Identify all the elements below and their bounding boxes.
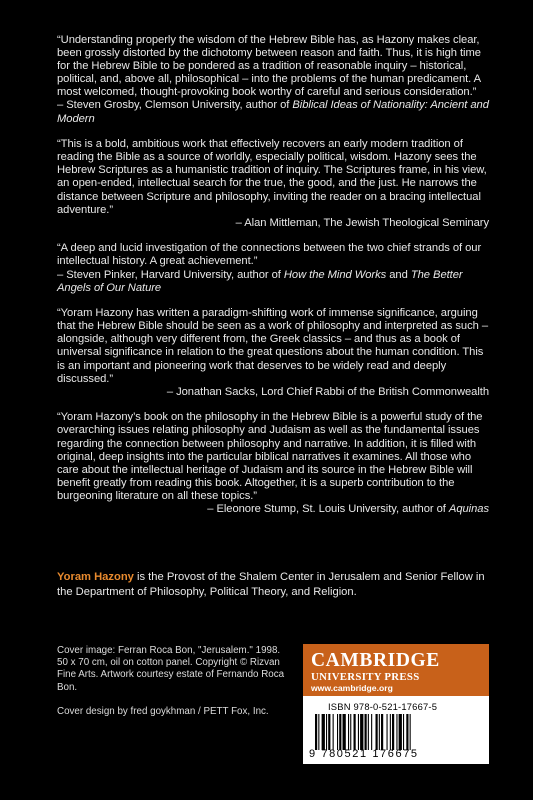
barcode-bar <box>392 714 394 750</box>
cover-credits <box>57 645 289 730</box>
barcode-bar <box>339 714 341 750</box>
publisher-logo-banner <box>303 644 489 696</box>
quote-text: “Yoram Hazony’s book on the philosophy in the Hebrew Bible is a powerful study of the overarching issues relating philosophy and Judaism as well as the fundamental issues regarding the connection between philosophy and narrative. In addition, it is filled with original, deep insights into the particular biblical narratives it examines. All those who care about the intellectual heritage of Judaism and its source in the Hebrew Bible will benefit greatly from reading this book. Altogether, it is a superb contribution to the burgeoning literature on all these topics.” <box>57 411 483 502</box>
attribution-name: – Steven Grosby, Clemson University, author of <box>57 99 293 112</box>
review-quote-pinker <box>57 242 489 294</box>
quote-attribution <box>57 503 489 516</box>
barcode-bar <box>371 714 372 750</box>
cover-image-credit: Cover image: Ferran Roca Bon, "Jerusalem." 1998. 50 x 70 cm, oil on cotton panel. Copyright © Rizvan Fine Arts. Artwork courtesy estate of Fernando Roca Bon. <box>57 645 285 693</box>
barcode-bar <box>365 714 367 750</box>
cover-design-credit: Cover design by fred goykhman / PETT Fox, Inc. <box>57 705 269 717</box>
review-quote-mittleman <box>57 138 489 230</box>
barcode-bar <box>399 714 402 750</box>
barcode-bar <box>381 714 383 750</box>
barcode-bar <box>406 714 408 750</box>
review-quote-stump <box>57 411 489 516</box>
quote-text: “Yoram Hazony has written a paradigm-shifting work of immense significance, arguing that the Hebrew Bible should be seen as a work of philosophy and interpreted as such – alongside, although very different from, the Greek classics – and thus as a book of universal significance in relation to the great questions about the human condition. This is an important and pioneering work that deserves to be widely read and deeply discussed.” <box>57 307 489 385</box>
barcode-bar <box>354 714 356 750</box>
publisher-name: CAMBRIDGE <box>311 650 440 671</box>
barcode-bar <box>358 714 359 750</box>
quote-attribution <box>57 217 489 230</box>
barcode-bar <box>379 714 380 750</box>
barcode-bar <box>403 714 404 750</box>
barcode-bar <box>390 714 391 750</box>
barcode-bar <box>387 714 388 750</box>
attribution-name: – Alan Mittleman, The Jewish Theological Seminary <box>235 216 489 229</box>
attribution-name: – Steven Pinker, Harvard University, author of <box>57 268 284 281</box>
quote-text: “This is a bold, ambitious work that effectively recovers an early modern tradition of reading the Bible as a source of worldly, especially political, wisdom. Hazony sees the Hebrew Scriptures as a humanistic tradition of inquiry. The Scriptures frame, in his view, an open-ended, intellectual search for the true, the good, and the just. He narrows the distance between Scripture and philosophy, inviting the reader on a bracing intellectual adventure.” <box>57 138 487 216</box>
barcode-digits: 9 780521 176675 <box>309 748 419 760</box>
attribution-book-title: Aquinas <box>448 503 489 515</box>
attribution-book-title-2: The Better Angels of Our Nature <box>57 268 463 294</box>
barcode-bar <box>337 714 338 750</box>
barcode-icon <box>313 714 483 750</box>
attribution-conjunction: and <box>386 268 411 281</box>
publisher-barcode-box <box>303 644 489 764</box>
quote-attribution <box>57 386 489 399</box>
author-name: Yoram Hazony <box>57 571 134 583</box>
attribution-book-title: Biblical Ideas of Nationality: Ancient and Modern <box>57 99 489 125</box>
barcode-bar <box>322 714 325 750</box>
barcode-bar <box>326 714 327 750</box>
barcode-bar <box>348 714 349 750</box>
quote-text: “A deep and lucid investigation of the connections between the two chief strands of our intellectual history. A great achievement.” <box>57 242 482 268</box>
barcode-bar <box>376 714 378 750</box>
author-bio <box>57 570 489 599</box>
barcode-bar <box>368 714 369 750</box>
barcode-bar <box>410 714 411 750</box>
publisher-subtitle: UNIVERSITY PRESS <box>311 671 420 683</box>
review-quotes <box>57 34 489 529</box>
attribution-name: – Eleonore Stump, St. Louis University, author of <box>207 503 449 515</box>
barcode-bar <box>315 714 317 750</box>
attribution-book-title: How the Mind Works <box>283 268 387 281</box>
barcode-bar <box>328 714 330 750</box>
quote-text: “Understanding properly the wisdom of the Hebrew Bible has, as Hazony makes clear, been grossly distorted by the dichotomy between reason and faith. Thus, it is high time for the Hebrew Bible to be pondered as a tradition of reasonable inquiry – historical, political, and, above all, philosophical – into the problems of the human predicament. A most welcomed, thought-provoking book worthy of careful and serious consideration.” <box>57 34 481 99</box>
barcode-bar <box>333 714 334 750</box>
isbn-number: ISBN 978-0-521-17667-5 <box>328 701 438 712</box>
review-quote-grosby <box>57 34 489 126</box>
barcode-bar <box>350 714 351 750</box>
quote-attribution <box>57 99 489 125</box>
quote-attribution <box>57 269 489 295</box>
barcode-bar <box>343 714 346 750</box>
barcode-bar <box>396 714 397 750</box>
barcode-bar <box>318 714 319 750</box>
barcode-bar <box>360 714 363 750</box>
publisher-url: www.cambridge.org <box>311 683 393 693</box>
author-bio-text: is the Provost of the Shalem Center in Jerusalem and Senior Fellow in the Department of Philosophy, Political Theory, and Religion. <box>57 571 485 598</box>
attribution-name: – Jonathan Sacks, Lord Chief Rabbi of the British Commonwealth <box>166 385 489 398</box>
review-quote-sacks <box>57 307 489 399</box>
